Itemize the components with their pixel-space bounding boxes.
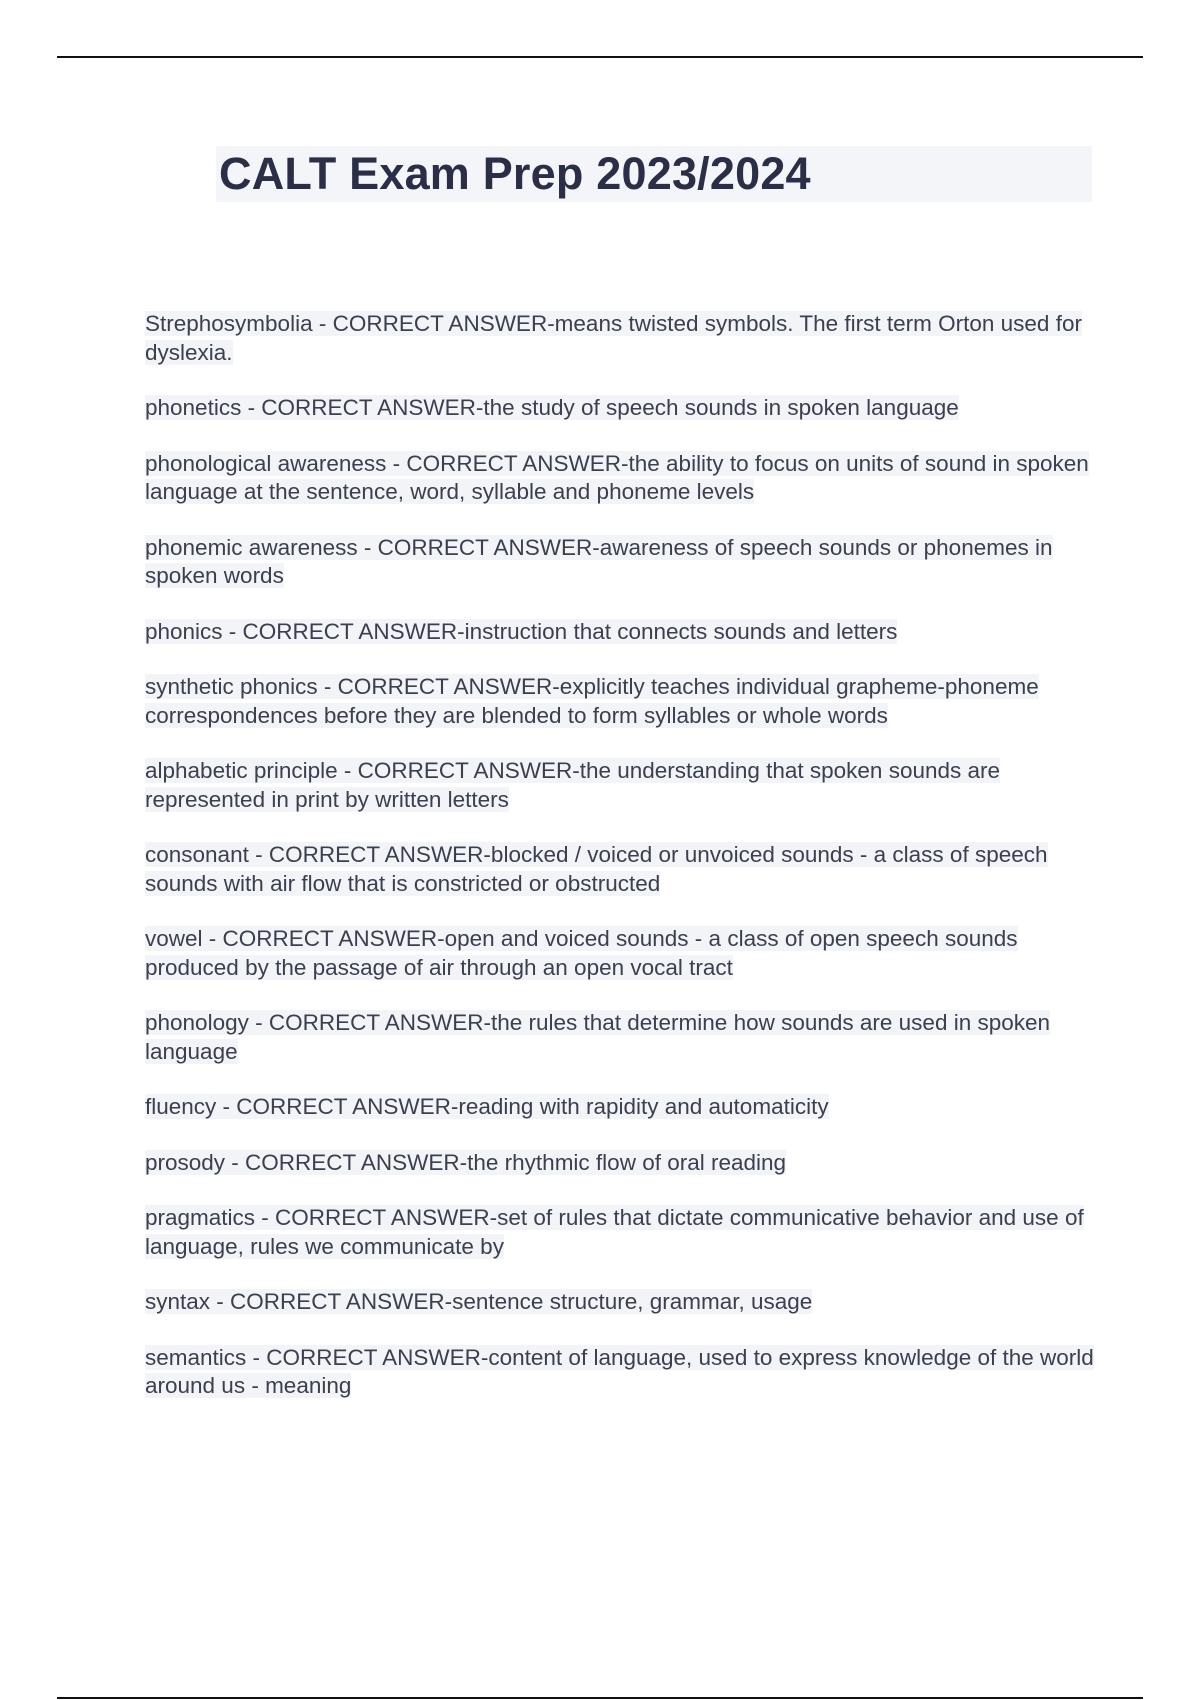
list-item <box>145 1149 1095 1178</box>
entry-text: phonology - CORRECT ANSWER-the rules that determine how sounds are used in spoken language <box>145 1010 1051 1064</box>
entry-text: consonant - CORRECT ANSWER-blocked / voiced or unvoiced sounds - a class of speech sounds with air flow that is constricted or obstructed <box>145 842 1048 896</box>
list-item <box>145 1204 1095 1261</box>
list-item <box>145 757 1095 814</box>
list-item <box>145 534 1095 591</box>
entry-text: fluency - CORRECT ANSWER-reading with rapidity and automaticity <box>145 1094 829 1119</box>
list-item <box>145 1344 1095 1401</box>
flashcard-list <box>145 310 1095 1428</box>
list-item <box>145 673 1095 730</box>
entry-text: Strephosymbolia - CORRECT ANSWER-means twisted symbols. The first term Orton used for dyslexia. <box>145 311 1082 365</box>
list-item <box>145 618 1095 647</box>
entry-text: phonetics - CORRECT ANSWER-the study of speech sounds in spoken language <box>145 395 959 420</box>
entry-text: pragmatics - CORRECT ANSWER-set of rules that dictate communicative behavior and use of language, rules we communicate by <box>145 1205 1084 1259</box>
list-item <box>145 925 1095 982</box>
entry-text: phonological awareness - CORRECT ANSWER-the ability to focus on units of sound in spoken language at the sentence, word, syllable and phoneme levels <box>145 450 1089 504</box>
entry-text: syntax - CORRECT ANSWER-sentence structure, grammar, usage <box>145 1289 813 1314</box>
entry-text: prosody - CORRECT ANSWER-the rhythmic flow of oral reading <box>145 1149 787 1175</box>
entry-text: semantics - CORRECT ANSWER-content of language, used to express knowledge of the world around us - meaning <box>145 1344 1094 1398</box>
entry-text: phonemic awareness - CORRECT ANSWER-awareness of speech sounds or phonemes in spoken words <box>145 534 1053 588</box>
list-item <box>145 841 1095 898</box>
entry-text: alphabetic principle - CORRECT ANSWER-the understanding that spoken sounds are represented in print by written letters <box>145 758 1001 812</box>
list-item <box>145 310 1095 367</box>
list-item <box>145 1009 1095 1066</box>
bottom-divider <box>57 1697 1143 1699</box>
list-item <box>145 1093 1095 1122</box>
entry-text: vowel - CORRECT ANSWER-open and voiced sounds - a class of open speech sounds produced by the passage of air through an open vocal tract <box>145 926 1018 980</box>
top-divider <box>57 56 1143 58</box>
entry-text: synthetic phonics - CORRECT ANSWER-explicitly teaches individual grapheme-phoneme correspondences before they are blended to form syllables or whole words <box>145 674 1039 728</box>
list-item <box>145 1288 1095 1317</box>
list-item <box>145 394 1095 423</box>
list-item <box>145 450 1095 507</box>
page-title: CALT Exam Prep 2023/2024 <box>219 148 811 199</box>
entry-text: phonics - CORRECT ANSWER-instruction that connects sounds and letters <box>145 618 898 644</box>
